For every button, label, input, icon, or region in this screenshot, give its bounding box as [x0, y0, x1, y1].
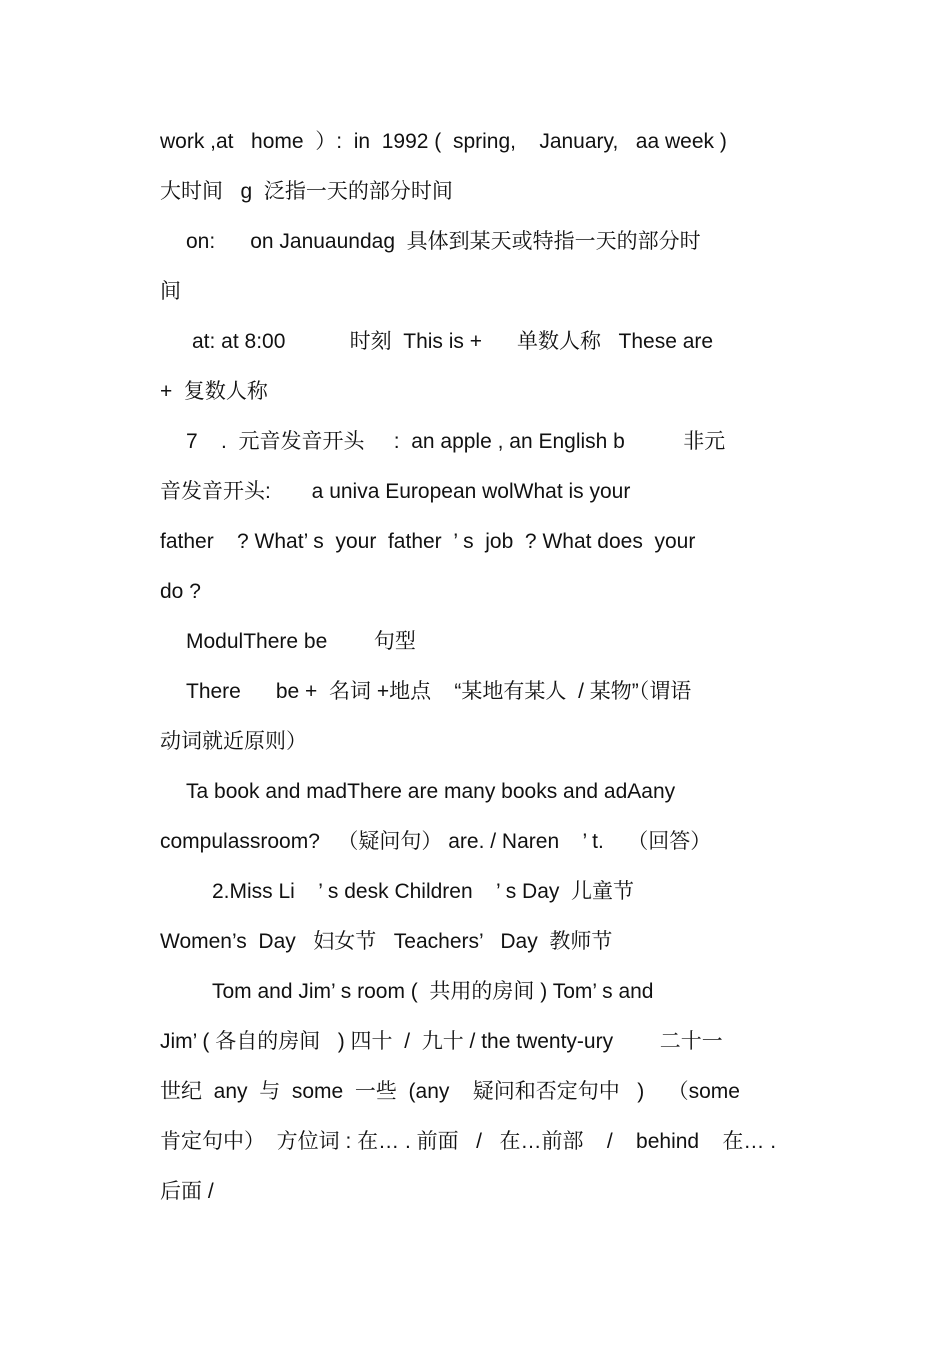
text-line: do ?: [160, 580, 201, 603]
text-line: at: at 8:00 时刻 This is + 单数人称 These are: [192, 330, 714, 353]
text-line: 动词就近原则）: [160, 730, 307, 753]
text-line: 后面 /: [160, 1180, 214, 1203]
text-line: 2.Miss Li ’ s desk Children ’ s Day 儿童节: [212, 880, 635, 903]
text-line: Jim’ ( 各自的房间 ) 四十 / 九十 / the twenty-ury 二十一: [160, 1030, 723, 1053]
text-line: Women’s Day 妇女节 Teachers’ Day 教师节: [160, 930, 613, 953]
text-line: + 复数人称: [160, 380, 268, 403]
text-line: on: on Januaundag 具体到某天或特指一天的部分时: [186, 230, 701, 253]
text-line: There be + 名词 +地点 “某地有某人 / 某物”（谓语: [186, 680, 692, 703]
text-line: father ? What’ s your father ’ s job ? What does your: [160, 530, 696, 553]
text-line: 世纪 any 与 some 一些 (any 疑问和否定句中 ) （some: [160, 1080, 740, 1103]
text-line: Tom and Jim’ s room ( 共用的房间 ) Tom’ s and: [212, 980, 654, 1003]
text-line: 7 . 元音发音开头 : an apple , an English b 非元: [186, 430, 726, 453]
text-line: 肯定句中） 方位词 : 在… . 前面 / 在…前部 / behind 在… .: [160, 1130, 777, 1153]
text-line: 音发音开头: a univa European wolWhat is your: [160, 480, 631, 503]
text-line: ModulThere be 句型: [186, 630, 416, 653]
text-line: 大时间 g 泛指一天的部分时间: [160, 180, 453, 203]
text-line: compulassroom? （疑问句） are. / Naren ’ t. （回答）: [160, 830, 712, 853]
text-line: work ,at home ）: in 1992 ( spring, January, aa week ): [160, 130, 727, 153]
text-line: 间: [160, 280, 181, 303]
text-line: Ta book and madThere are many books and adAany: [186, 780, 676, 803]
